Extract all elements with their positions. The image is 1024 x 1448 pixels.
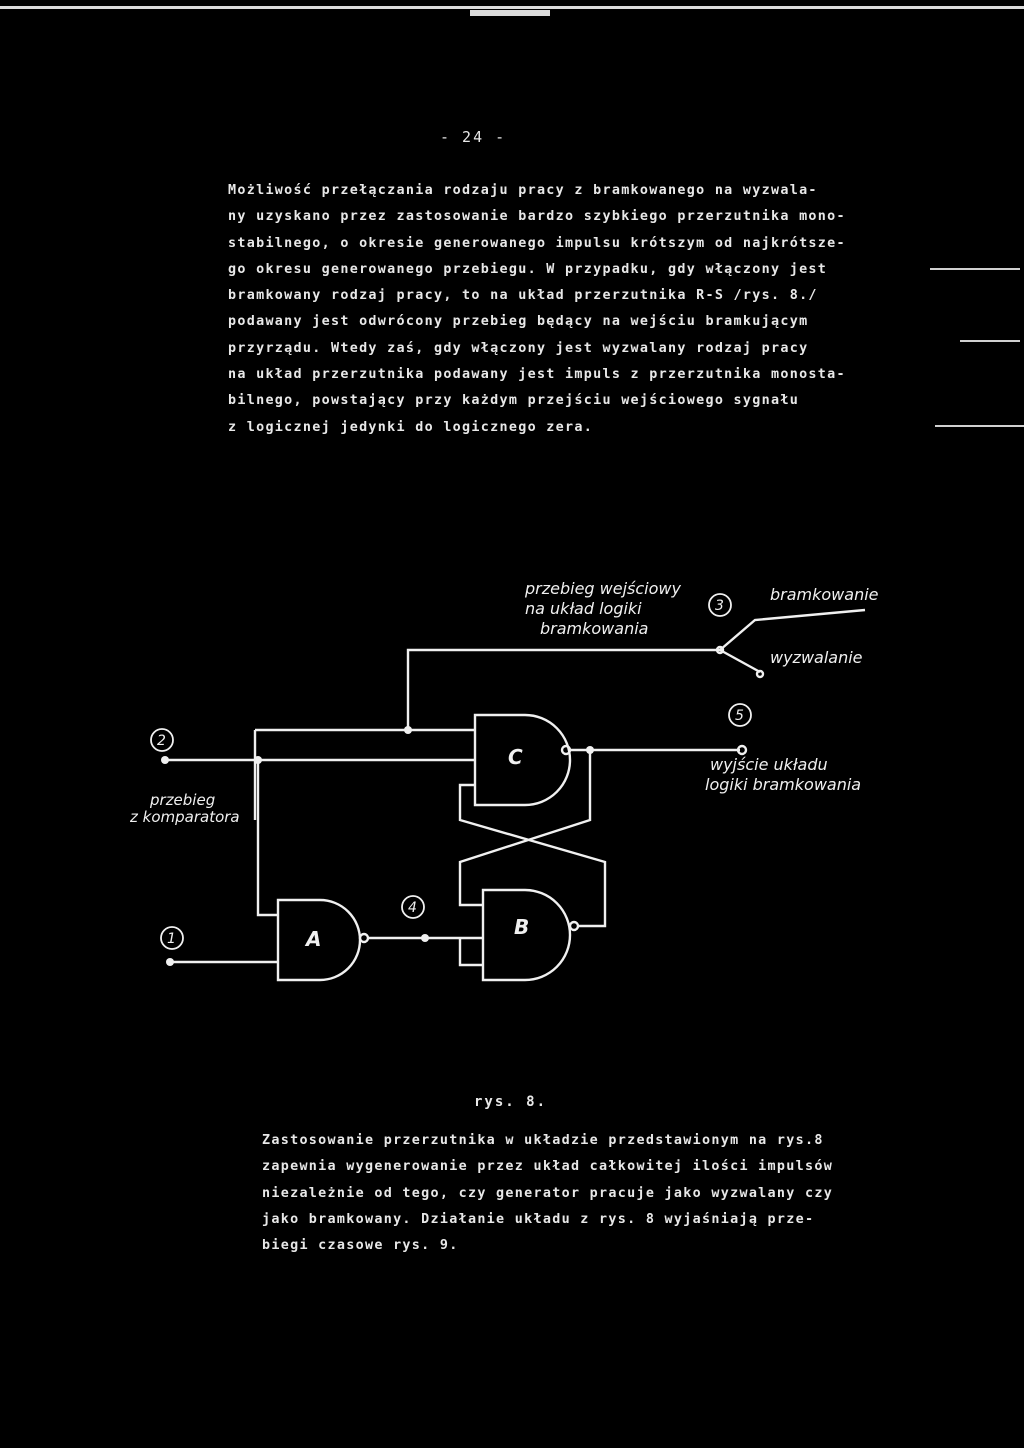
margin-mark (930, 268, 1020, 270)
junction (404, 726, 412, 734)
node-number: 2 (157, 733, 166, 749)
text-line: niezależnie od tego, czy generator pracuje jako wyzwalany czy (262, 1185, 834, 1201)
text-line: Zastosowanie przerzutnika w układzie przedstawionym na rys.8 (262, 1133, 824, 1148)
figure-caption: rys. 8. (474, 1094, 548, 1110)
node-number: 3 (715, 598, 724, 614)
margin-mark (960, 340, 1020, 342)
gate-a-label: A (306, 927, 322, 951)
margin-mark (935, 425, 1024, 427)
text-line: go okresu generowanego przebiegu. W przypadku, gdy włączony jest (228, 261, 828, 277)
input-terminal (161, 756, 169, 764)
paragraph-1 (228, 178, 846, 441)
switch-contact (757, 671, 763, 677)
gate-b-inverter (570, 922, 578, 930)
input-label: przebieg wejściowy (525, 579, 681, 598)
paragraph-2 (262, 1128, 833, 1259)
node-number: 1 (167, 931, 176, 947)
wire (408, 650, 720, 730)
switch-wire (720, 650, 760, 672)
scan-top-mark (470, 10, 550, 16)
output-label: logiki bramkowania (705, 775, 862, 794)
feedback-wire (460, 750, 590, 905)
node-number: 5 (735, 708, 744, 724)
node-number: 4 (408, 900, 417, 916)
switch-label-wyzwalanie: wyzwalanie (770, 648, 863, 667)
text-line: stabilnego, o okresie generowanego impulsu krótszym od najkrótsze- (228, 235, 846, 251)
logic-circuit-diagram (130, 570, 910, 990)
text-line: z logicznej jedynki do logicznego zera. (228, 419, 594, 435)
switch-wire (720, 610, 865, 650)
gate-c-label: C (508, 745, 523, 769)
comparator-label: z komparatora (130, 808, 240, 826)
junction (254, 756, 262, 764)
text-line: bramkowany rodzaj pracy, to na układ przerzutnika R-S /rys. 8./ (228, 288, 818, 304)
input-label: bramkowania (540, 619, 649, 638)
text-line: przyrządu. Wtedy zaś, gdy włączony jest wyzwalany rodzaj pracy (228, 340, 809, 356)
text-line: podawany jest odwrócony przebieg będący na wejściu bramkującym (228, 314, 809, 330)
text-line: bilnego, powstający przy każdym przejściu wejściowego sygnału (228, 393, 800, 409)
scan-top-edge (0, 6, 1024, 9)
gate-b-label: B (514, 915, 530, 939)
text-line: biegi czasowe rys. 9. (262, 1238, 459, 1254)
junction (586, 746, 594, 754)
page-number: - 24 - (440, 128, 507, 146)
text-line: Możliwość przełączania rodzaju pracy z bramkowanego na wyzwala- (228, 183, 818, 198)
input-terminal (166, 958, 174, 966)
text-line: na układ przerzutnika podawany jest impuls z przerzutnika monosta- (228, 367, 846, 383)
wire (258, 760, 278, 915)
text-line: jako bramkowany. Działanie układu z rys. 8 wyjaśniają prze- (262, 1211, 815, 1227)
input-label: na układ logiki (525, 599, 642, 618)
gate-a-inverter (360, 934, 368, 942)
comparator-label: przebieg (150, 791, 216, 809)
text-line: zapewnia wygenerowanie przez układ całkowitej ilości impulsów (262, 1159, 834, 1175)
wire (460, 938, 483, 965)
output-label: wyjście układu (710, 755, 828, 774)
junction (421, 934, 429, 942)
switch-label-bramkowanie: bramkowanie (770, 585, 879, 604)
text-line: ny uzyskano przez zastosowanie bardzo szybkiego przerzutnika mono- (228, 209, 846, 225)
